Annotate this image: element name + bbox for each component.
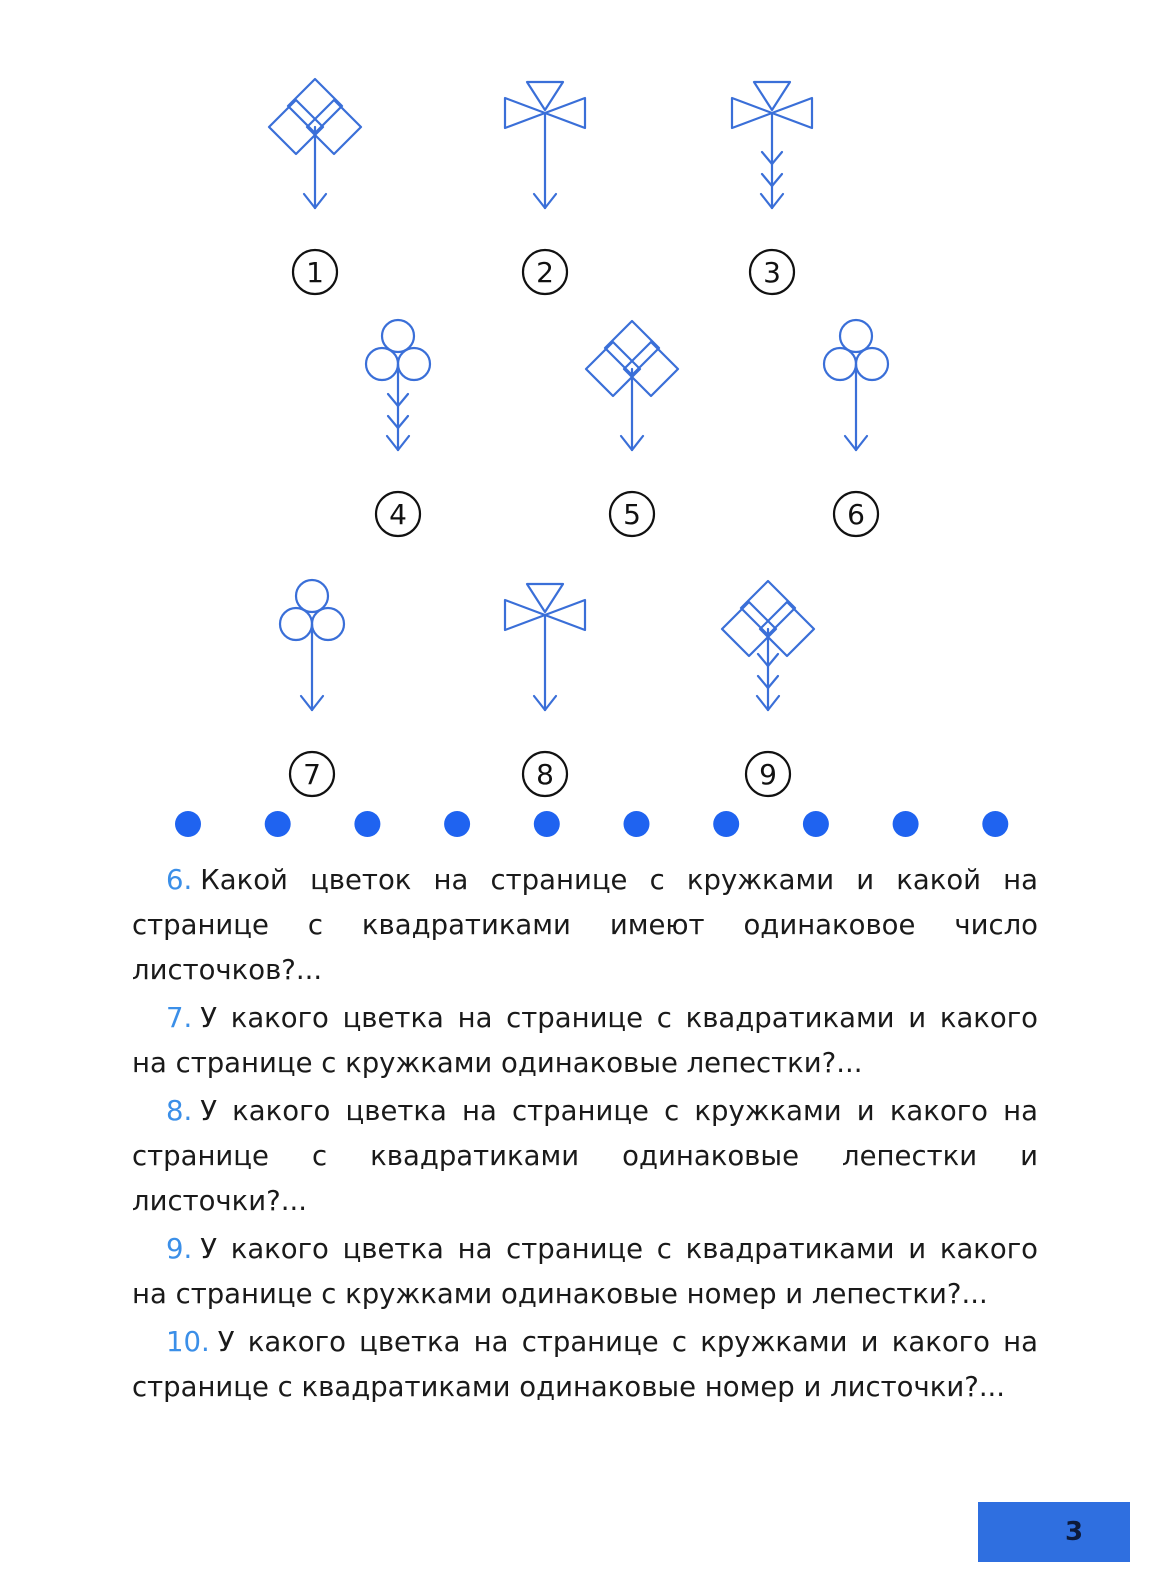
- flower-number-badge: [290, 752, 334, 796]
- separator-dot: [803, 811, 829, 837]
- separator-dot: [713, 811, 739, 837]
- flower-number-badge: [746, 752, 790, 796]
- circle-petal: [398, 348, 430, 380]
- root: [772, 194, 783, 208]
- question-6: [132, 858, 1038, 993]
- leaf: [772, 152, 782, 164]
- flower-4: [366, 320, 430, 450]
- question-text: У какого цветка на странице с квадратиками и какого на странице с кружками одинаковые номер и лепестки?...: [132, 1233, 1038, 1310]
- question-number: 9.: [166, 1233, 193, 1265]
- separator-dot: [354, 811, 380, 837]
- question-text: Какой цветок на странице с кружками и какой на странице с квадратиками имеют одинаковое число листочков?...: [132, 864, 1038, 986]
- root: [545, 696, 556, 710]
- leaf: [388, 394, 398, 406]
- flower-number-badge: [523, 752, 567, 796]
- root: [312, 696, 323, 710]
- root: [545, 194, 556, 208]
- flower-number: 2: [536, 256, 554, 289]
- circle-petal: [312, 608, 344, 640]
- flower-number: 9: [759, 758, 777, 791]
- leaf: [388, 416, 398, 428]
- leaf: [398, 416, 408, 428]
- leaf: [758, 654, 768, 666]
- circle-petal: [856, 348, 888, 380]
- leaf: [398, 394, 408, 406]
- leaf: [768, 676, 778, 688]
- circle-petal: [824, 348, 856, 380]
- triangle-petal: [754, 82, 790, 110]
- flower-number: 4: [389, 498, 407, 531]
- page-number: 3: [1064, 1517, 1084, 1547]
- flower-number: 5: [623, 498, 641, 531]
- flower-number-badge: [750, 250, 794, 294]
- question-9: [132, 1227, 1038, 1317]
- root: [304, 194, 315, 208]
- square-petal: [741, 581, 795, 635]
- question-10: [132, 1320, 1038, 1410]
- flower-number: 6: [847, 498, 865, 531]
- root: [398, 436, 409, 450]
- root: [632, 436, 643, 450]
- flower-6: [824, 320, 888, 450]
- question-text: У какого цветка на странице с квадратиками и какого на странице с кружками одинаковые лепестки?...: [132, 1002, 1038, 1079]
- leaf: [758, 676, 768, 688]
- separator-dot: [534, 811, 560, 837]
- root: [757, 696, 768, 710]
- flower-number: 7: [303, 758, 321, 791]
- root: [387, 436, 398, 450]
- triangle-petal: [527, 584, 563, 612]
- flower-number: 3: [763, 256, 781, 289]
- root: [845, 436, 856, 450]
- question-number: 8.: [166, 1095, 193, 1127]
- question-8: [132, 1089, 1038, 1224]
- separator-dot: [265, 811, 291, 837]
- flower-number-badge: [834, 492, 878, 536]
- leaf: [762, 174, 772, 186]
- root: [621, 436, 632, 450]
- separator-dot: [175, 811, 201, 837]
- question-number: 6.: [166, 864, 193, 896]
- root: [761, 194, 772, 208]
- separator-dot: [982, 811, 1008, 837]
- separator-dot: [444, 811, 470, 837]
- flower-number-badge: [523, 250, 567, 294]
- leaf: [768, 654, 778, 666]
- flower-number-badge: [610, 492, 654, 536]
- flower-2: [505, 82, 585, 208]
- square-petal: [288, 79, 342, 133]
- root: [856, 436, 867, 450]
- flower-8: [505, 584, 585, 710]
- flower-7: [280, 580, 344, 710]
- root: [768, 696, 779, 710]
- flower-1: [269, 79, 361, 208]
- flower-number-badge: [293, 250, 337, 294]
- root: [534, 194, 545, 208]
- flower-number-badge: [376, 492, 420, 536]
- question-number: 10.: [166, 1326, 210, 1358]
- circle-petal: [296, 580, 328, 612]
- question-text: У какого цветка на странице с кружками и какого на странице с квадратиками одинаковые лепестки и листочки?...: [132, 1095, 1038, 1217]
- leaf: [762, 152, 772, 164]
- leaf: [772, 174, 782, 186]
- question-7: [132, 996, 1038, 1086]
- separator-dot: [624, 811, 650, 837]
- question-list: [132, 858, 1038, 1413]
- triangle-petal: [527, 82, 563, 110]
- question-number: 7.: [166, 1002, 193, 1034]
- root: [315, 194, 326, 208]
- flower-number: 1: [306, 256, 324, 289]
- root: [534, 696, 545, 710]
- question-text: У какого цветка на странице с кружками и какого на странице с квадратиками одинаковые номер и листочки?...: [132, 1326, 1038, 1403]
- circle-petal: [382, 320, 414, 352]
- flower-number: 8: [536, 758, 554, 791]
- flower-5: [586, 321, 678, 450]
- circle-petal: [280, 608, 312, 640]
- circle-petal: [366, 348, 398, 380]
- flower-3: [732, 82, 812, 208]
- page-number-tab: [978, 1502, 1130, 1562]
- root: [301, 696, 312, 710]
- circle-petal: [840, 320, 872, 352]
- square-petal: [605, 321, 659, 375]
- separator-dot: [893, 811, 919, 837]
- flower-9: [722, 581, 814, 710]
